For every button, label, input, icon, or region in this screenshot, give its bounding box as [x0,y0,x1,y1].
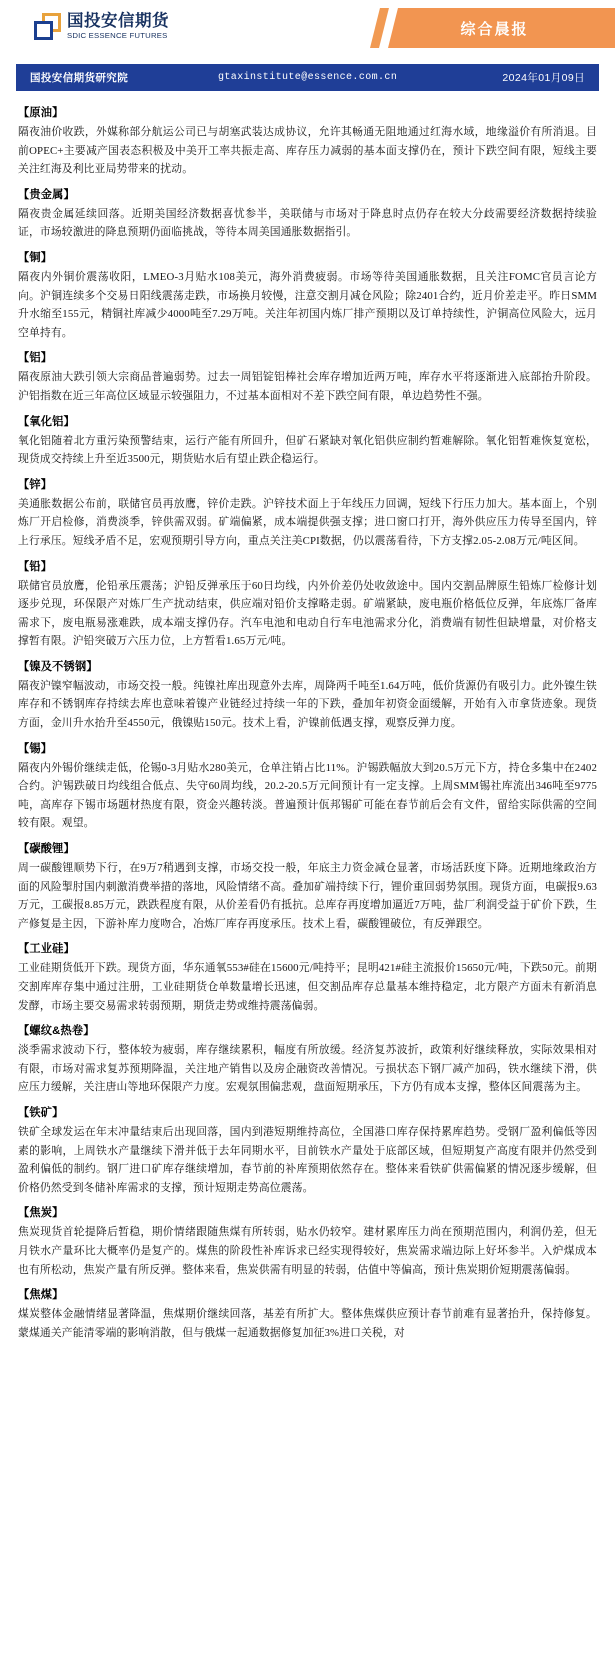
logo-wordmark [67,13,169,39]
section-body: 联储官员放鹰，伦铅承压震荡；沪铅反弹承压于60日均线，内外价差仍处收敛途中。国内交割品牌原生铅炼厂检修计划逐步兑现，环保限产对炼厂生产扰动结束，供应端对铅价支撑略走弱。矿端紧缺，废电瓶价格低位反弹，年底炼厂备库需求下，废电瓶易涨难跌，成本端支撑仍存。汽车电池和电动自行车电池需求分化，消费端有韧性但缺增量，对价格支撑暂有限。沪铅突破万六压力位，上方暂看1.65万元/吨。 [18,579,597,648]
report-content [0,91,615,1342]
section-body: 氧化铝随着北方重污染预警结束，运行产能有所回升，但矿石紧缺对氧化铝供应制约暂难解除。氧化铝暂难恢复宽松，现货成交持续上升至近3500元，期货贴水后有望止跌企稳运行。 [18,434,597,466]
report-section [18,187,597,242]
section-body: 煤炭整体金融情绪显著降温，焦煤期价继续回落，基差有所扩大。整体焦煤供应预计春节前难有显著抬升，保持修复。蒙煤通关产能清零端的影响消散，但与俄煤一起通数据修复加征3%进口关税，对 [18,1308,597,1339]
section-title: 【镍及不锈钢】 [18,660,98,673]
section-body: 美通胀数据公布前，联储官员再放鹰，锌价走跌。沪锌技术面上于年线压力回调，短线下行压力加大。基本面上，个别炼厂开启检修，消费淡季，锌供需双弱。矿端偏紧，成本端提供强支撑；进口窗口打开，海外供应压力传导至国内，锌上行承压。短线矛盾不足，宏观预期引导方向，重点关注美CPI数据，仍以震荡看待，下方支撑2.05-2.08万元/吨区间。 [18,497,597,547]
section-body: 焦炭现货首轮提降后暂稳，期价情绪跟随焦煤有所转弱，贴水仍较窄。建材累库压力尚在预期范围内，利润仍差，但无月铁水产量环比大概率仍是复产的。煤焦的阶段性补库诉求已经实现得较好，焦炭需求端边际上好坏参半。入炉煤成本也有所松动，焦炭产量有所反弹。整体来看，焦炭供需有明显的转弱，估值中等偏高，预计焦炭期价短期震荡偏弱。 [18,1226,597,1276]
section-title: 【氧化铝】 [18,415,75,428]
section-title: 【铜】 [18,251,53,264]
section-title: 【铝】 [18,352,53,365]
logo-chinese-name: 国投安信期货 [67,12,169,31]
report-section [18,477,597,551]
section-title: 【螺纹&热卷】 [18,1025,95,1038]
section-title: 【铁矿】 [18,1106,64,1119]
section-title: 【锡】 [18,742,53,755]
logo-english-name: SDIC ESSENCE FUTURES [67,30,168,40]
section-body: 隔夜原油大跌引领大宗商品普遍弱势。过去一周铝锭铝棒社会库存增加近两万吨，库存水平将逐渐进入底部抬升阶段。沪铝指数在近三年高位区域显示较强阻力，不过基本面相对不差下跌空间有限，单边趋势性不强。 [18,371,597,402]
report-section [18,1023,597,1097]
section-title: 【工业硅】 [18,943,75,956]
report-section [18,1205,597,1279]
report-section [18,414,597,469]
section-title: 【焦炭】 [18,1207,64,1220]
section-title: 【贵金属】 [18,188,75,201]
section-title: 【锌】 [18,478,53,491]
section-body: 隔夜贵金属延续回落。近期美国经济数据喜忧参半，美联储与市场对于降息时点仍存在较大分歧需要经济数据持续验证，市场较激进的降息预期仍面临挑战，等待本周美国通胀数据指引。 [18,207,597,239]
section-title: 【焦煤】 [18,1289,64,1302]
report-section [18,741,597,833]
section-body: 周一碳酸锂顺势下行，在9万7稍遇到支撑，市场交投一般，年底主力资金减仓显著，市场活跃度下降。近期地缘政治方面的风险掣肘国内刺激消费举措的落地，风险情绪不高。叠加矿端持续下行，锂价重回弱势氛围。现货方面，电碳报9.63万元，工碳报8.85万元，跌跌程度有限，从价差看仍有抵抗。总库存再度增加逼近7万吨，盐厂利润受益于矿价下跌，生产修复是主因，下游补库力度吻合，冶炼厂库存再度承压。技术上看，碳酸锂破位，有反弹跟空。 [18,862,597,930]
section-body: 隔夜油价收跌，外媒称部分航运公司已与胡塞武装达成协议，允许其畅通无阻地通过红海水域，地缘溢价有所消退。目前OPEC+主要减产国表态积极及中美开工率共振走高、库存压力减弱的基本面支撑仍在，预计下跌空间有限，短线主要关注红海及利比亚局势带来的扰动。 [18,126,597,176]
section-body: 工业硅期货低开下跌。现货方面，华东通氧553#硅在15600元/吨持平；昆明421#硅主流报价15650元/吨，下跌50元。前期交割库库存集中通过注册，工业硅期货仓单数量增长迅速，但交割品库存总量基本维持稳定，北方限产方面未有新消息发酵，市场主要交易需求转弱预期，期货走势或维持震荡偏弱。 [18,962,597,1012]
section-title: 【铅】 [18,560,53,573]
report-section [18,659,597,733]
section-body: 铁矿全球发运在年末冲量结束后出现回落，国内到港短期维持高位，全国港口库存保持累库趋势。受钢厂盈利偏低等因素的影响，上周铁水产量继续下滑并低于去年同期水平，目前铁水产量处于底部区域，但短期复产高度有限并仍然受到盈利偏低的制约。钢厂进口矿库存继续增加，春节前的补库预期依然存在。整体来看铁矿供需偏紧的情况逐步缓解，但价格仍然受到冬储补库需求的支撑，预计短期走势高位震荡。 [18,1125,597,1194]
report-date: 2024年01月09日 [502,72,585,84]
logo-blue-square-icon [34,21,53,40]
banner-title: 综合晨报 [460,20,529,38]
report-section [18,1105,597,1197]
company-logo [34,13,169,40]
logo-squares-icon [34,13,61,40]
report-section [18,105,597,179]
report-section [18,250,597,342]
report-section [18,941,597,1015]
document-header [0,0,615,58]
info-bar [16,64,599,91]
section-body: 淡季需求波动下行，整体较为疲弱，库存继续累积，幅度有所放缓。经济复苏波折，政策利好继续释放，实际效果相对有限，市场对需求复苏预期降温，关注地产销售以及房企融资改善情况。亏损状态下钢厂减产加码，铁水继续下滑，供应压力缓解，关注唐山等地环保限产力度。宏观氛围偏悲观，盘面短期承压，下方仍有成本支撑，整体区间震荡为主。 [18,1044,597,1094]
section-body: 隔夜内外铜价震荡收阳，LMEO-3月贴水108美元，海外消费疲弱。市场等待美国通胀数据，且关注FOMC官员言论方向。沪铜连续多个交易日阳线震荡走跌，市场换月较慢，注意交割月减仓风险；除2401合约，近月价差走平。昨日SMM升水缩至155元，精铜社库减少4000吨至7.29万吨。关注年初国内炼厂排产预期以及订单持续性，沪铜高位风险大，远月空单持有。 [18,270,597,339]
banner-accent-stripe [370,8,389,48]
section-body: 隔夜内外锡价继续走低，伦锡0-3月贴水280美元，仓单注销占比11%。沪锡跌幅放大到20.5万元下方，持仓多集中在2402合约。沪锡跌破日均线组合低点、失守60周均线，20.2-20.5万元间预计有一定支撑。上周SMM锡社库流出346吨至9775吨，高库存下锡市场题材热度有限，资金兴趣转淡。普遍预计佤邦锡矿可能在春节前后会有文件，留给实际供需的空间较有限。观望。 [18,761,597,830]
report-section [18,841,597,933]
report-section [18,1287,597,1342]
section-body: 隔夜沪镍窄幅波动，市场交投一般。纯镍社库出现意外去库，周降两千吨至1.64万吨，低价货源仍有吸引力。此外镍生铁库存和不锈钢库存持续去库也意味着镍产业链经过持续一年的下跌，叠加年初资金面缓解，开始有入市拿货迹象。现货方面，金川升水抬升至4550元，俄镍贴150元。技术上看，沪镍前低遇支撑，观察反弹力度。 [18,679,597,730]
report-section [18,350,597,405]
institute-name: 国投安信期货研究院 [30,72,129,84]
section-title: 【原油】 [18,107,64,119]
report-section [18,559,597,651]
report-type-banner [370,8,615,48]
contact-email: gtaxinstitute@essence.com.cn [218,72,398,83]
section-title: 【碳酸锂】 [18,843,75,856]
